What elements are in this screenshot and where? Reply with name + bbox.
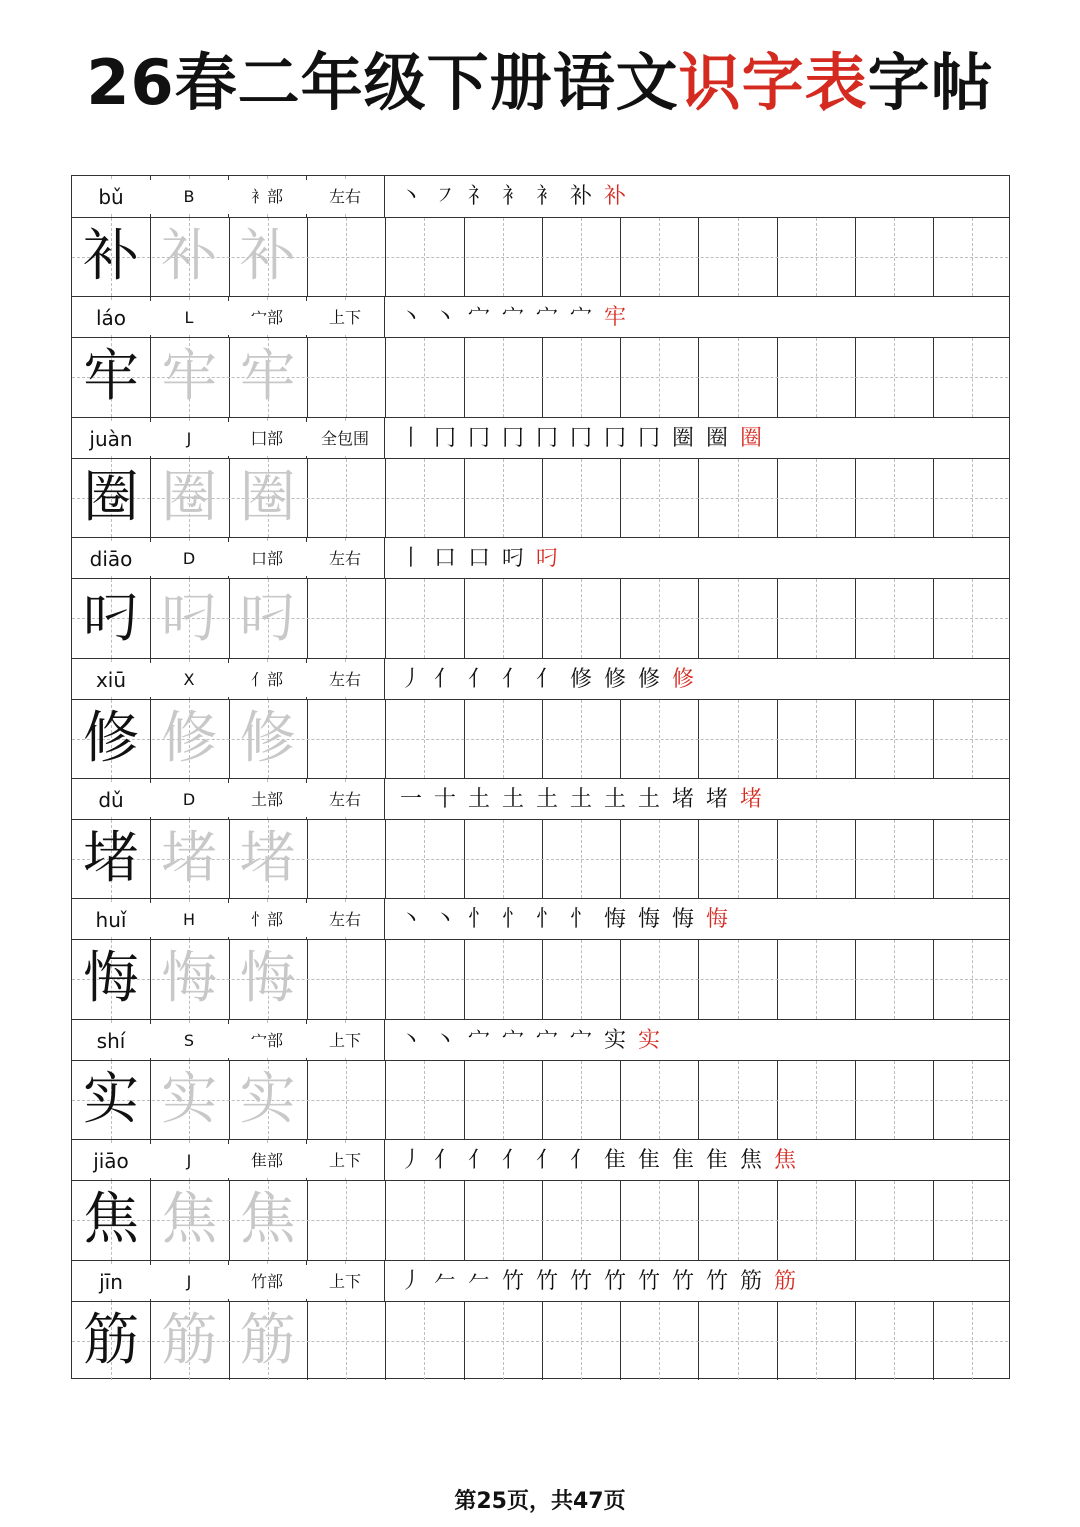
stroke-step: 焦 <box>739 1148 762 1174</box>
stroke-step: 亻 <box>467 1148 490 1174</box>
stroke-step: 宀 <box>569 305 592 331</box>
char-block <box>72 1260 1009 1380</box>
trace-character: 补 <box>161 224 218 289</box>
stroke-step: 衤 <box>501 184 524 209</box>
initial-letter: X <box>150 663 228 697</box>
stroke-step: 冂 <box>637 425 660 451</box>
char-block <box>72 537 1009 657</box>
model-character: 实 <box>83 1066 139 1132</box>
info-row <box>72 658 1009 700</box>
model-character: 焦 <box>83 1187 139 1253</box>
trace-character: 补 <box>239 224 296 289</box>
model-character: 修 <box>83 705 139 771</box>
stroke-step: 堵 <box>671 787 694 812</box>
stroke-step: ㇇ <box>433 184 456 209</box>
stroke-order <box>394 297 632 339</box>
char-block <box>72 898 1009 1018</box>
trace-character: 筋 <box>161 1307 218 1373</box>
stroke-step: 竹 <box>603 1268 626 1294</box>
stroke-step: 竹 <box>501 1268 524 1294</box>
trace-character: 堵 <box>161 826 218 891</box>
structure-label: 左右 <box>306 903 384 937</box>
stroke-step: 修 <box>637 666 660 692</box>
stroke-step: 亻 <box>501 666 524 692</box>
initial-letter: J <box>150 422 228 456</box>
stroke-step: 亻 <box>569 1148 592 1174</box>
stroke-step: 忄 <box>501 907 524 933</box>
stroke-step: 宀 <box>569 1027 592 1053</box>
info-row <box>72 898 1009 940</box>
structure-label: 左右 <box>306 783 384 817</box>
info-row <box>72 1260 1009 1302</box>
stroke-step: 悔 <box>705 907 728 933</box>
title-suffix: 字帖 <box>867 46 994 119</box>
stroke-step: 宀 <box>535 1027 558 1053</box>
stroke-step: 修 <box>603 666 626 692</box>
char-block <box>72 417 1009 537</box>
stroke-step: 宀 <box>501 1027 524 1053</box>
stroke-step: 亻 <box>535 666 558 692</box>
stroke-step: 竹 <box>671 1268 694 1294</box>
stroke-step: 叼 <box>535 546 558 572</box>
structure-label: 左右 <box>306 180 384 214</box>
stroke-step: 堵 <box>705 787 728 812</box>
stroke-step: 丶 <box>399 907 422 933</box>
pinyin-label: huǐ <box>72 903 150 937</box>
initial-letter: J <box>150 1265 228 1299</box>
stroke-step: 修 <box>671 666 694 692</box>
stroke-step: 宀 <box>535 305 558 331</box>
trace-character: 焦 <box>239 1187 296 1253</box>
trace-character: 筋 <box>239 1307 296 1373</box>
radical-label: 忄部 <box>228 903 306 937</box>
stroke-step: 补 <box>569 184 592 209</box>
stroke-step: 隹 <box>637 1148 660 1174</box>
info-row <box>72 417 1009 459</box>
radical-label: 土部 <box>228 783 306 817</box>
stroke-step: 焦 <box>773 1148 796 1174</box>
stroke-step: 隹 <box>671 1148 694 1174</box>
stroke-step: 忄 <box>569 907 592 933</box>
stroke-step: 筋 <box>739 1268 762 1294</box>
stroke-step: 冂 <box>569 425 592 451</box>
stroke-step: 亻 <box>535 1148 558 1174</box>
stroke-step: 忄 <box>535 907 558 933</box>
stroke-step: 亻 <box>467 666 490 692</box>
structure-label: 全包围 <box>306 422 384 456</box>
trace-character: 悔 <box>239 946 296 1012</box>
trace-character: 圈 <box>161 464 218 530</box>
trace-character: 叼 <box>239 585 296 651</box>
stroke-step: 补 <box>603 184 626 209</box>
info-row <box>72 176 1009 218</box>
model-character: 筋 <box>83 1307 139 1373</box>
structure-label: 左右 <box>306 663 384 697</box>
trace-character: 悔 <box>161 946 218 1012</box>
stroke-step: 竹 <box>637 1268 660 1294</box>
model-character: 圈 <box>83 464 139 530</box>
stroke-step: 𠂉 <box>433 1268 456 1294</box>
pinyin-label: jīn <box>72 1265 150 1299</box>
char-block <box>72 1019 1009 1139</box>
initial-letter: D <box>150 542 228 576</box>
stroke-step: 丶 <box>433 1027 456 1053</box>
model-character: 叼 <box>83 585 139 651</box>
stroke-step: 丶 <box>433 305 456 331</box>
pinyin-label: láo <box>72 301 150 335</box>
stroke-step: 竹 <box>705 1268 728 1294</box>
stroke-step: 实 <box>603 1027 626 1053</box>
radical-label: 宀部 <box>228 1024 306 1058</box>
stroke-step: 冂 <box>433 425 456 451</box>
stroke-step: 圈 <box>671 425 694 451</box>
stroke-step: 丶 <box>433 907 456 933</box>
structure-label: 上下 <box>306 301 384 335</box>
model-character: 悔 <box>83 946 139 1012</box>
pinyin-label: xiū <box>72 663 150 697</box>
radical-label: 衤部 <box>228 180 306 214</box>
stroke-step: 亻 <box>501 1148 524 1174</box>
trace-character: 实 <box>239 1066 296 1132</box>
stroke-step: 丿 <box>399 1268 422 1294</box>
info-row <box>72 1139 1009 1181</box>
pinyin-label: juàn <box>72 422 150 456</box>
stroke-step: 竹 <box>569 1268 592 1294</box>
trace-character: 牢 <box>161 344 218 410</box>
stroke-step: 悔 <box>637 907 660 933</box>
trace-character: 焦 <box>161 1187 218 1253</box>
trace-character: 修 <box>239 705 296 771</box>
char-block <box>72 176 1009 296</box>
info-row <box>72 1019 1009 1061</box>
char-block <box>72 1139 1009 1259</box>
stroke-step: 丶 <box>399 305 422 331</box>
model-character: 堵 <box>83 826 139 891</box>
char-block <box>72 296 1009 416</box>
stroke-step: 宀 <box>501 305 524 331</box>
char-block <box>72 778 1009 898</box>
stroke-step: 丨 <box>399 425 422 451</box>
stroke-step: 𠂉 <box>467 1268 490 1294</box>
stroke-step: 忄 <box>467 907 490 933</box>
pinyin-label: bǔ <box>72 180 150 214</box>
initial-letter: H <box>150 903 228 937</box>
title-main: 26春二年级下册语文 <box>86 46 679 119</box>
page-title <box>0 40 1080 126</box>
stroke-step: 土 <box>637 787 660 812</box>
stroke-step: 悔 <box>603 907 626 933</box>
trace-character: 圈 <box>239 464 296 530</box>
radical-label: 亻部 <box>228 663 306 697</box>
stroke-step: 冂 <box>501 425 524 451</box>
structure-label: 上下 <box>306 1024 384 1058</box>
initial-letter: J <box>150 1144 228 1178</box>
pinyin-label: dǔ <box>72 783 150 817</box>
stroke-step: 冂 <box>467 425 490 451</box>
initial-letter: S <box>150 1024 228 1058</box>
stroke-step: 丿 <box>399 666 422 692</box>
initial-letter: B <box>150 180 228 214</box>
pinyin-label: diāo <box>72 542 150 576</box>
stroke-order <box>394 418 768 460</box>
stroke-order <box>394 899 734 941</box>
stroke-step: 十 <box>433 787 456 812</box>
stroke-step: 竹 <box>535 1268 558 1294</box>
initial-letter: L <box>150 301 228 335</box>
stroke-step: 土 <box>603 787 626 812</box>
info-row <box>72 296 1009 338</box>
stroke-step: 宀 <box>467 1027 490 1053</box>
stroke-step: 亻 <box>433 1148 456 1174</box>
stroke-step: 土 <box>467 787 490 812</box>
initial-letter: D <box>150 783 228 817</box>
stroke-step: 筋 <box>773 1268 796 1294</box>
trace-character: 修 <box>161 705 218 771</box>
stroke-order <box>394 1020 666 1062</box>
radical-label: 口部 <box>228 542 306 576</box>
stroke-step: 礻 <box>467 184 490 209</box>
structure-label: 左右 <box>306 542 384 576</box>
stroke-step: 隹 <box>705 1148 728 1174</box>
stroke-step: 丨 <box>399 546 422 572</box>
radical-label: 隹部 <box>228 1144 306 1178</box>
stroke-order <box>394 779 768 821</box>
stroke-step: 圈 <box>739 425 762 451</box>
stroke-step: 口 <box>433 546 456 572</box>
stroke-step: 叼 <box>501 546 524 572</box>
stroke-order <box>394 1261 802 1303</box>
stroke-step: 修 <box>569 666 592 692</box>
stroke-order <box>394 176 632 218</box>
stroke-step: 口 <box>467 546 490 572</box>
trace-character: 实 <box>161 1066 218 1132</box>
trace-character: 叼 <box>161 585 218 651</box>
stroke-order <box>394 538 564 580</box>
radical-label: 竹部 <box>228 1265 306 1299</box>
stroke-step: 悔 <box>671 907 694 933</box>
stroke-step: 衤 <box>535 184 558 209</box>
stroke-step: 土 <box>569 787 592 812</box>
stroke-step: 实 <box>637 1027 660 1053</box>
info-row <box>72 778 1009 820</box>
stroke-step: 土 <box>501 787 524 812</box>
char-block <box>72 658 1009 778</box>
radical-label: 囗部 <box>228 422 306 456</box>
stroke-order <box>394 1140 802 1182</box>
stroke-step: 圈 <box>705 425 728 451</box>
stroke-step: 宀 <box>467 305 490 331</box>
title-highlight: 识字表 <box>678 46 868 119</box>
pinyin-label: shí <box>72 1024 150 1058</box>
model-character: 补 <box>83 224 139 289</box>
stroke-step: 亻 <box>433 666 456 692</box>
stroke-step: 丶 <box>399 184 422 209</box>
stroke-step: 堵 <box>739 787 762 812</box>
stroke-step: 丿 <box>399 1148 422 1174</box>
stroke-step: 牢 <box>603 305 626 331</box>
practice-sheet <box>71 175 1010 1379</box>
structure-label: 上下 <box>306 1265 384 1299</box>
stroke-step: 冂 <box>535 425 558 451</box>
pinyin-label: jiāo <box>72 1144 150 1178</box>
structure-label: 上下 <box>306 1144 384 1178</box>
info-row <box>72 537 1009 579</box>
model-character: 牢 <box>83 344 139 410</box>
trace-character: 堵 <box>239 826 296 891</box>
stroke-step: 隹 <box>603 1148 626 1174</box>
stroke-order <box>394 659 700 701</box>
radical-label: 宀部 <box>228 301 306 335</box>
trace-character: 牢 <box>239 344 296 410</box>
stroke-step: 一 <box>399 787 422 812</box>
page-number: 第25页，共47页 <box>454 1489 626 1514</box>
stroke-step: 丶 <box>399 1027 422 1053</box>
stroke-step: 冂 <box>603 425 626 451</box>
stroke-step: 土 <box>535 787 558 812</box>
